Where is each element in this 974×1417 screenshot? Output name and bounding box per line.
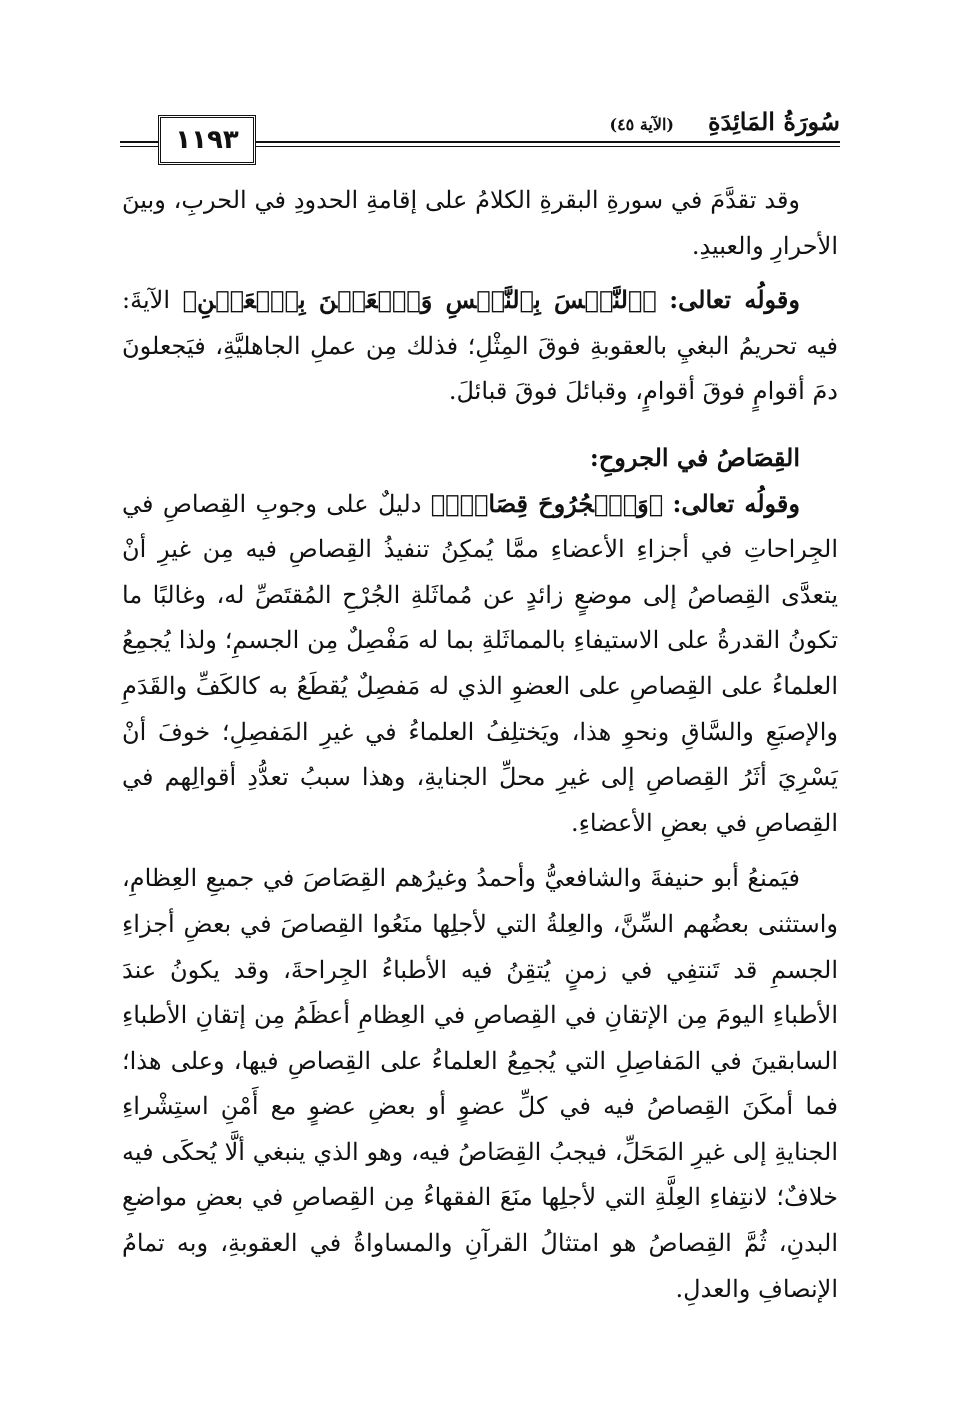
section-heading: القِصَاصُ في الجروحِ: xyxy=(589,442,800,472)
paragraph-1: وقد تقدَّمَ في سورةِ البقرةِ الكلامُ على إقامةِ الحدودِ في الحربِ، وبينَ الأحرارِ والعبيدِ. xyxy=(122,186,838,260)
quran-verse-2: ﴿وَٱلۡجُرُوحَ قِصَاصٞۚ﴾ xyxy=(430,488,664,518)
paragraph-2 xyxy=(122,277,838,415)
page-header xyxy=(120,105,840,163)
paragraph-2-lead: وقولُه تعالى: xyxy=(669,285,800,315)
surah-title: سُورَةُ المَائِدَةِ xyxy=(698,107,840,136)
paragraph-3-lead: وقولُه تعالى: xyxy=(672,488,800,518)
paragraph-3-text: دليلٌ على وجوبِ القِصاصِ في الجِراحاتِ في أجزاءِ الأعضاءِ ممَّا يُمكِنُ تنفيذُ القِصاصِ فيه مِن غيرِ أنْ يتعدَّى القِصاصُ إلى موضعٍ زائدٍ عن مُماثَلةِ الجُرْحِ المُقتَصِّ له، وغالبًا ما تكونُ القدرةُ على الاستيفاءِ بالمماثَلةِ بما له مَفْصِلٌ مِن الجسمِ؛ ولذا يُجمِعُ العلماءُ على القِصاصِ على العضوِ الذي له مَفصِلٌ يُقطَعُ به كالكَفِّ والقَدَمِ والإصبَعِ والسَّاقِ ونحوِ هذا، ويَختلِفُ العلماءُ في غيرِ المَفصِلِ؛ خوفَ أنْ يَسْرِيَ أثَرُ القِصاصِ إلى غيرِ محلِّ الجنايةِ، وهذا سببُ تعدُّدِ أقوالِهم في القِصاصِ في بعضِ الأعضاءِ. xyxy=(122,489,839,837)
paragraph-4: فيَمنعُ أبو حنيفةَ والشافعيُّ وأحمدُ وغيرُهم القِصَاصَ في جميعِ العِظامِ، واستثنى بعضُهم السِّنَّ، والعِلةُ التي لأجلِها منَعُوا القِصاصَ في بعضِ أجزاءِ الجسمِ قد تَنتفِي في زمنٍ يُتقِنُ فيه الأطباءُ الجِراحةَ، وقد يكونُ عندَ الأطباءِ اليومَ مِن الإتقانِ في القِصاصِ في العِظامِ أعظَمُ مِن إتقانِ الأطباءِ السابقينَ في المَفاصِلِ التي يُجمِعُ العلماءُ على القِصاصِ فيها، وعلى هذا؛ فما أمكَنَ القِصاصُ فيه في كلِّ عضوٍ أو بعضِ عضوٍ مع أَمْنِ استِشْراءِ الجنايةِ إلى غيرِ المَحَلِّ، فيجبُ القِصَاصُ فيه، وهو الذي ينبغي ألَّا يُحكَى فيه خلافٌ؛ لانتِفاءِ العِلَّةِ التي لأجلِها منَعَ الفقهاءُ مِن القِصاصِ في بعضِ مواضعِ البدنِ، ثُمَّ القِصاصُ هو امتثالُ القرآنِ والمساواةُ في العقوبةِ، وبه تمامُ الإنصافِ والعدلِ. xyxy=(122,864,839,1303)
page-body xyxy=(122,178,838,1312)
quran-verse-1: ﴿ٱلنَّفۡسَ بِٱلنَّفۡسِ وَٱلۡعَيۡنَ بِٱلۡعَيۡنِ﴾ xyxy=(182,285,657,315)
paragraph-2-text: الآيةَ: فيه تحريمُ البغيِ بالعقوبةِ فوقَ المِثْلِ؛ فذلك مِن عملِ الجاهليَّةِ، فيَجعلونَ دمَ أقوامٍ فوقَ أقوامٍ، وقبائلَ فوقَ قبائلَ. xyxy=(122,286,838,406)
page-number: ١١٩٣ xyxy=(158,115,256,165)
paragraph-3 xyxy=(122,481,838,847)
ayah-reference: (الآية ٤٥) xyxy=(603,115,680,134)
